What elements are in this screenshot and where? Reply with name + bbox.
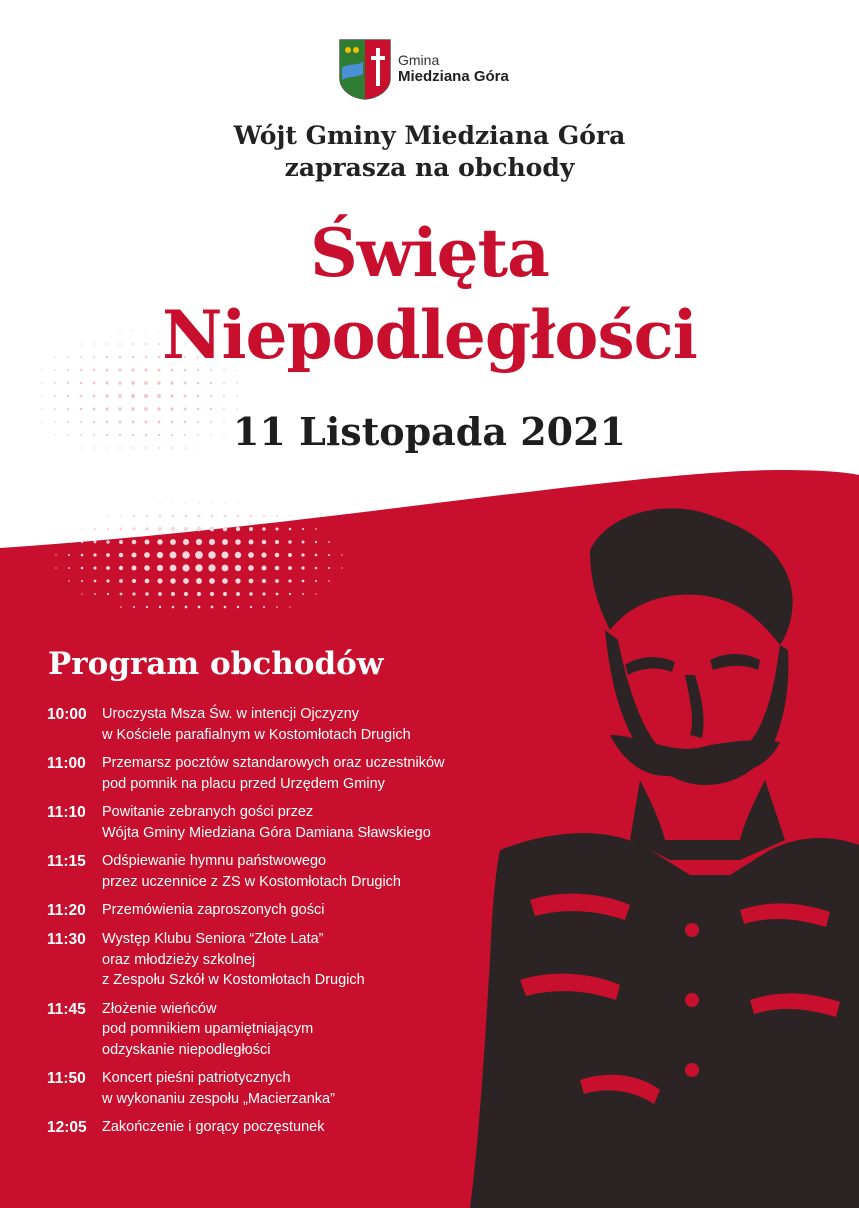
schedule-item (47, 753, 547, 794)
schedule-description-line: Występ Klubu Seniora “Złote Lata” (102, 931, 324, 947)
schedule-description (102, 929, 365, 991)
schedule-description-line: oraz młodzieży szkolnej (102, 951, 256, 968)
schedule-description (102, 802, 431, 843)
schedule-time: 11:10 (47, 804, 86, 821)
schedule-description-line: Zakończenie i gorący poczęstunek (102, 1119, 325, 1135)
coat-of-arms-icon (338, 38, 392, 100)
schedule-description-line: przez uczennice z ZS w Kostomłotach Drugich (102, 873, 401, 890)
schedule-time: 11:50 (47, 1070, 86, 1087)
schedule-description-line: Złożenie wieńców (102, 1000, 217, 1017)
schedule-description-line: Przemarsz pocztów sztandarowych oraz uczestników (102, 755, 445, 771)
schedule-description-line: w wykonaniu zespołu „Macierzanka” (102, 1090, 335, 1107)
schedule-description (102, 1117, 324, 1138)
schedule-time: 12:05 (47, 1119, 87, 1136)
schedule-description-line: Koncert pieśni patriotycznych (102, 1070, 291, 1086)
schedule-item (47, 851, 547, 892)
program-schedule (47, 704, 547, 1146)
schedule-description-line: Uroczysta Msza Św. w intencji Ojczyzny (102, 706, 360, 722)
logo-text-big: Miedziana Góra (398, 68, 509, 86)
schedule-description-line: Odśpiewanie hymnu państwowego (102, 853, 327, 869)
title-line-2: Niepodległości (162, 296, 697, 374)
schedule-item (47, 999, 547, 1061)
event-title (0, 212, 859, 376)
invitation-text (0, 120, 859, 184)
schedule-time: 11:45 (47, 1000, 86, 1018)
gmina-logo (338, 38, 509, 100)
schedule-item (47, 900, 547, 921)
schedule-description (102, 999, 313, 1061)
schedule-description-line: odzyskanie niepodległości (102, 1041, 271, 1058)
schedule-time: 11:20 (47, 902, 86, 919)
schedule-description-line: z Zespołu Szkół w Kostomłotach Drugich (102, 972, 365, 988)
schedule-description-line: pod pomnik na placu przed Urzędem Gminy (102, 775, 385, 792)
schedule-description-line: w Kościele parafialnym w Kostomłotach Drugich (102, 726, 411, 743)
schedule-item (47, 802, 547, 843)
schedule-description-line: Wójta Gminy Miedziana Góra Damiana Sławskiego (102, 824, 431, 841)
schedule-item (47, 1117, 547, 1138)
schedule-item (47, 929, 547, 991)
schedule-description (102, 753, 445, 794)
schedule-description (102, 851, 401, 892)
schedule-time: 11:15 (47, 853, 86, 870)
invitation-line-2: zaprasza na obchody (284, 153, 575, 182)
schedule-description (102, 900, 324, 921)
schedule-item (47, 704, 547, 745)
schedule-description (102, 704, 411, 745)
schedule-time: 11:00 (47, 755, 86, 772)
invitation-line-1: Wójt Gminy Miedziana Góra (233, 121, 626, 150)
schedule-description-line: Powitanie zebranych gości przez (102, 804, 314, 820)
schedule-description-line: Przemówienia zaproszonych gości (102, 902, 325, 918)
program-heading: Program obchodów (48, 646, 384, 682)
schedule-description-line: pod pomnikiem upamiętniającym (102, 1021, 314, 1037)
logo-text-small: Gmina (398, 52, 440, 69)
schedule-description (102, 1068, 335, 1109)
event-date: 11 Listopada 2021 (233, 409, 626, 454)
schedule-time: 11:30 (47, 931, 86, 948)
schedule-item (47, 1068, 547, 1109)
schedule-time: 10:00 (47, 706, 87, 723)
title-line-1: Święta (310, 214, 549, 292)
